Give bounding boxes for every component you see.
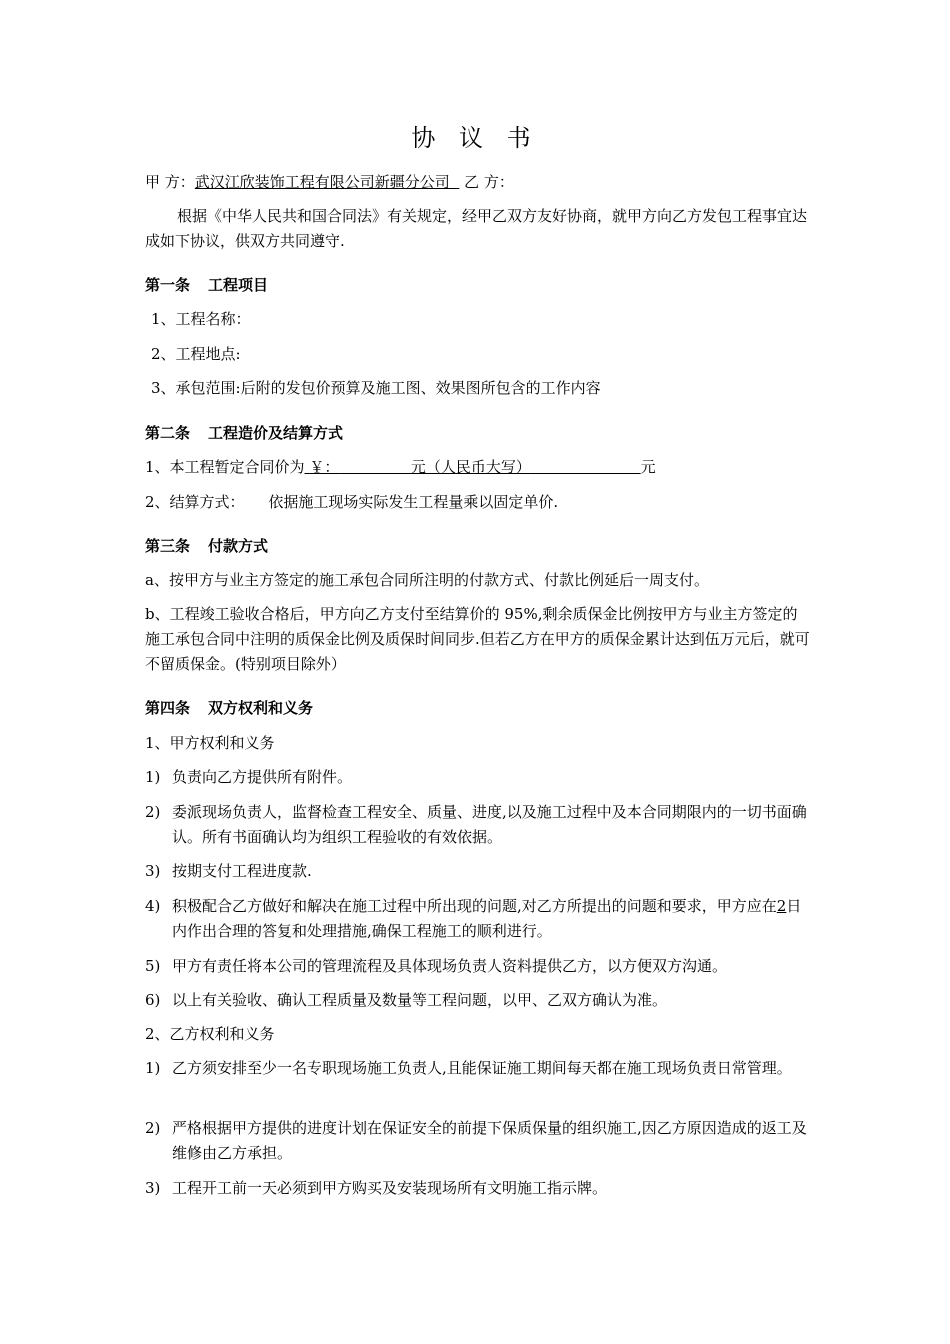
party-b-duty-3: 工程开工前一天必须到甲方购买及安装现场所有文明施工指示牌。 bbox=[172, 1179, 608, 1197]
price-prefix: 1、本工程暂定合同价为 bbox=[145, 458, 305, 476]
article3-number: 第三条 bbox=[145, 537, 191, 555]
party-a-duties-heading: 1、甲方权利和义务 bbox=[145, 734, 275, 752]
article2-heading bbox=[145, 423, 343, 443]
party-b-duty-1: 乙方须安排至少一名专职现场施工负责人,且能保证施工期间每天都在施工现场负责日常管理。 bbox=[172, 1059, 792, 1077]
project-scope-line: 3、承包范围:后附的发包价预算及施工图、效果图所包含的工作内容 bbox=[151, 379, 601, 397]
list-number: 2) bbox=[145, 1119, 161, 1137]
article1-number: 第一条 bbox=[145, 276, 191, 294]
settlement-line: 2、结算方式： 依据施工现场实际发生工程量乘以固定单价. bbox=[145, 493, 559, 511]
list-number: 3) bbox=[145, 862, 161, 880]
price-blank bbox=[305, 458, 641, 476]
list-number: 6) bbox=[145, 991, 161, 1009]
article3-heading bbox=[145, 536, 268, 556]
article1-heading bbox=[145, 275, 268, 295]
price-chinese-label: 元（人民币大写） bbox=[410, 458, 531, 476]
article4-title: 双方权利和义务 bbox=[208, 699, 314, 717]
list-number: 3) bbox=[145, 1179, 161, 1197]
duty-4-text-after: 日内作出合理的答复和处理措施,确保工程施工的顺利进行。 bbox=[172, 897, 802, 940]
payment-item-b: b、工程竣工验收合格后，甲方向乙方支付至结算价的 95%,剩余质保金比例按甲方与业主方签定的施工承包合同中注明的质保金比例及质保时间同步.但若乙方在甲方的质保金累计达到伍万元后，就可不留质保金。(特别项目除外） bbox=[145, 605, 810, 673]
party-b-duty-2: 严格根据甲方提供的进度计划在保证安全的前提下保质保量的组织施工,因乙方原因造成的返工及维修由乙方承担。 bbox=[172, 1119, 807, 1162]
party-a-name: 武汉江欣装饰工程有限公司新疆分公司 bbox=[194, 173, 450, 191]
article2-title: 工程造价及结算方式 bbox=[208, 424, 344, 442]
party-a-duty-6: 以上有关验收、确认工程质量及数量等工程问题，以甲、乙双方确认为准。 bbox=[172, 991, 668, 1009]
project-location-line: 2、工程地点: bbox=[151, 345, 241, 363]
price-currency: ￥： bbox=[309, 458, 340, 476]
response-days: 2 bbox=[776, 897, 787, 915]
party-b-duties-heading: 2、乙方权利和义务 bbox=[145, 1025, 275, 1043]
intro-paragraph: 根据《中华人民共和国合同法》有关规定，经甲乙双方友好协商，就甲方向乙方发包工程事宜达成如下协议，供双方共同遵守. bbox=[145, 207, 808, 250]
list-number: 1) bbox=[145, 1059, 161, 1077]
party-a-label: 甲 方： bbox=[145, 173, 195, 191]
duty-4-text-before: 积极配合乙方做好和解决在施工过程中所出现的问题,对乙方所提出的问题和要求，甲方应在 bbox=[172, 897, 777, 915]
article2-number: 第二条 bbox=[145, 424, 191, 442]
list-number: 1) bbox=[145, 768, 161, 786]
list-number: 5) bbox=[145, 957, 161, 975]
payment-item-a: a、按甲方与业主方签定的施工承包合同所注明的付款方式、付款比例延后一周支付。 bbox=[145, 571, 709, 589]
party-a-duty-5: 甲方有责任将本公司的管理流程及具体现场负责人资料提供乙方，以方便双方沟通。 bbox=[172, 957, 728, 975]
price-suffix: 元 bbox=[640, 458, 656, 476]
contract-price-line bbox=[145, 457, 656, 477]
party-a-duty-4 bbox=[172, 894, 812, 944]
party-a-duty-3: 按期支付工程进度款. bbox=[172, 862, 312, 880]
document-title: 协 议 书 bbox=[411, 124, 539, 152]
list-number: 2) bbox=[145, 803, 161, 821]
party-a-duty-1: 负责向乙方提供所有附件。 bbox=[172, 768, 353, 786]
article4-heading bbox=[145, 698, 313, 718]
party-a-duty-2: 委派现场负责人，监督检查工程安全、质量、进度,以及施工过程中及本合同期限内的一切书面确认。所有书面确认均为组织工程验收的有效依据。 bbox=[172, 803, 807, 846]
article3-title: 付款方式 bbox=[208, 537, 269, 555]
list-number: 4) bbox=[145, 897, 161, 915]
project-name-line: 1、工程名称： bbox=[151, 310, 251, 328]
parties-line bbox=[145, 172, 514, 192]
party-b-label: 乙 方： bbox=[464, 173, 514, 191]
article4-number: 第四条 bbox=[145, 699, 191, 717]
article1-title: 工程项目 bbox=[208, 276, 269, 294]
